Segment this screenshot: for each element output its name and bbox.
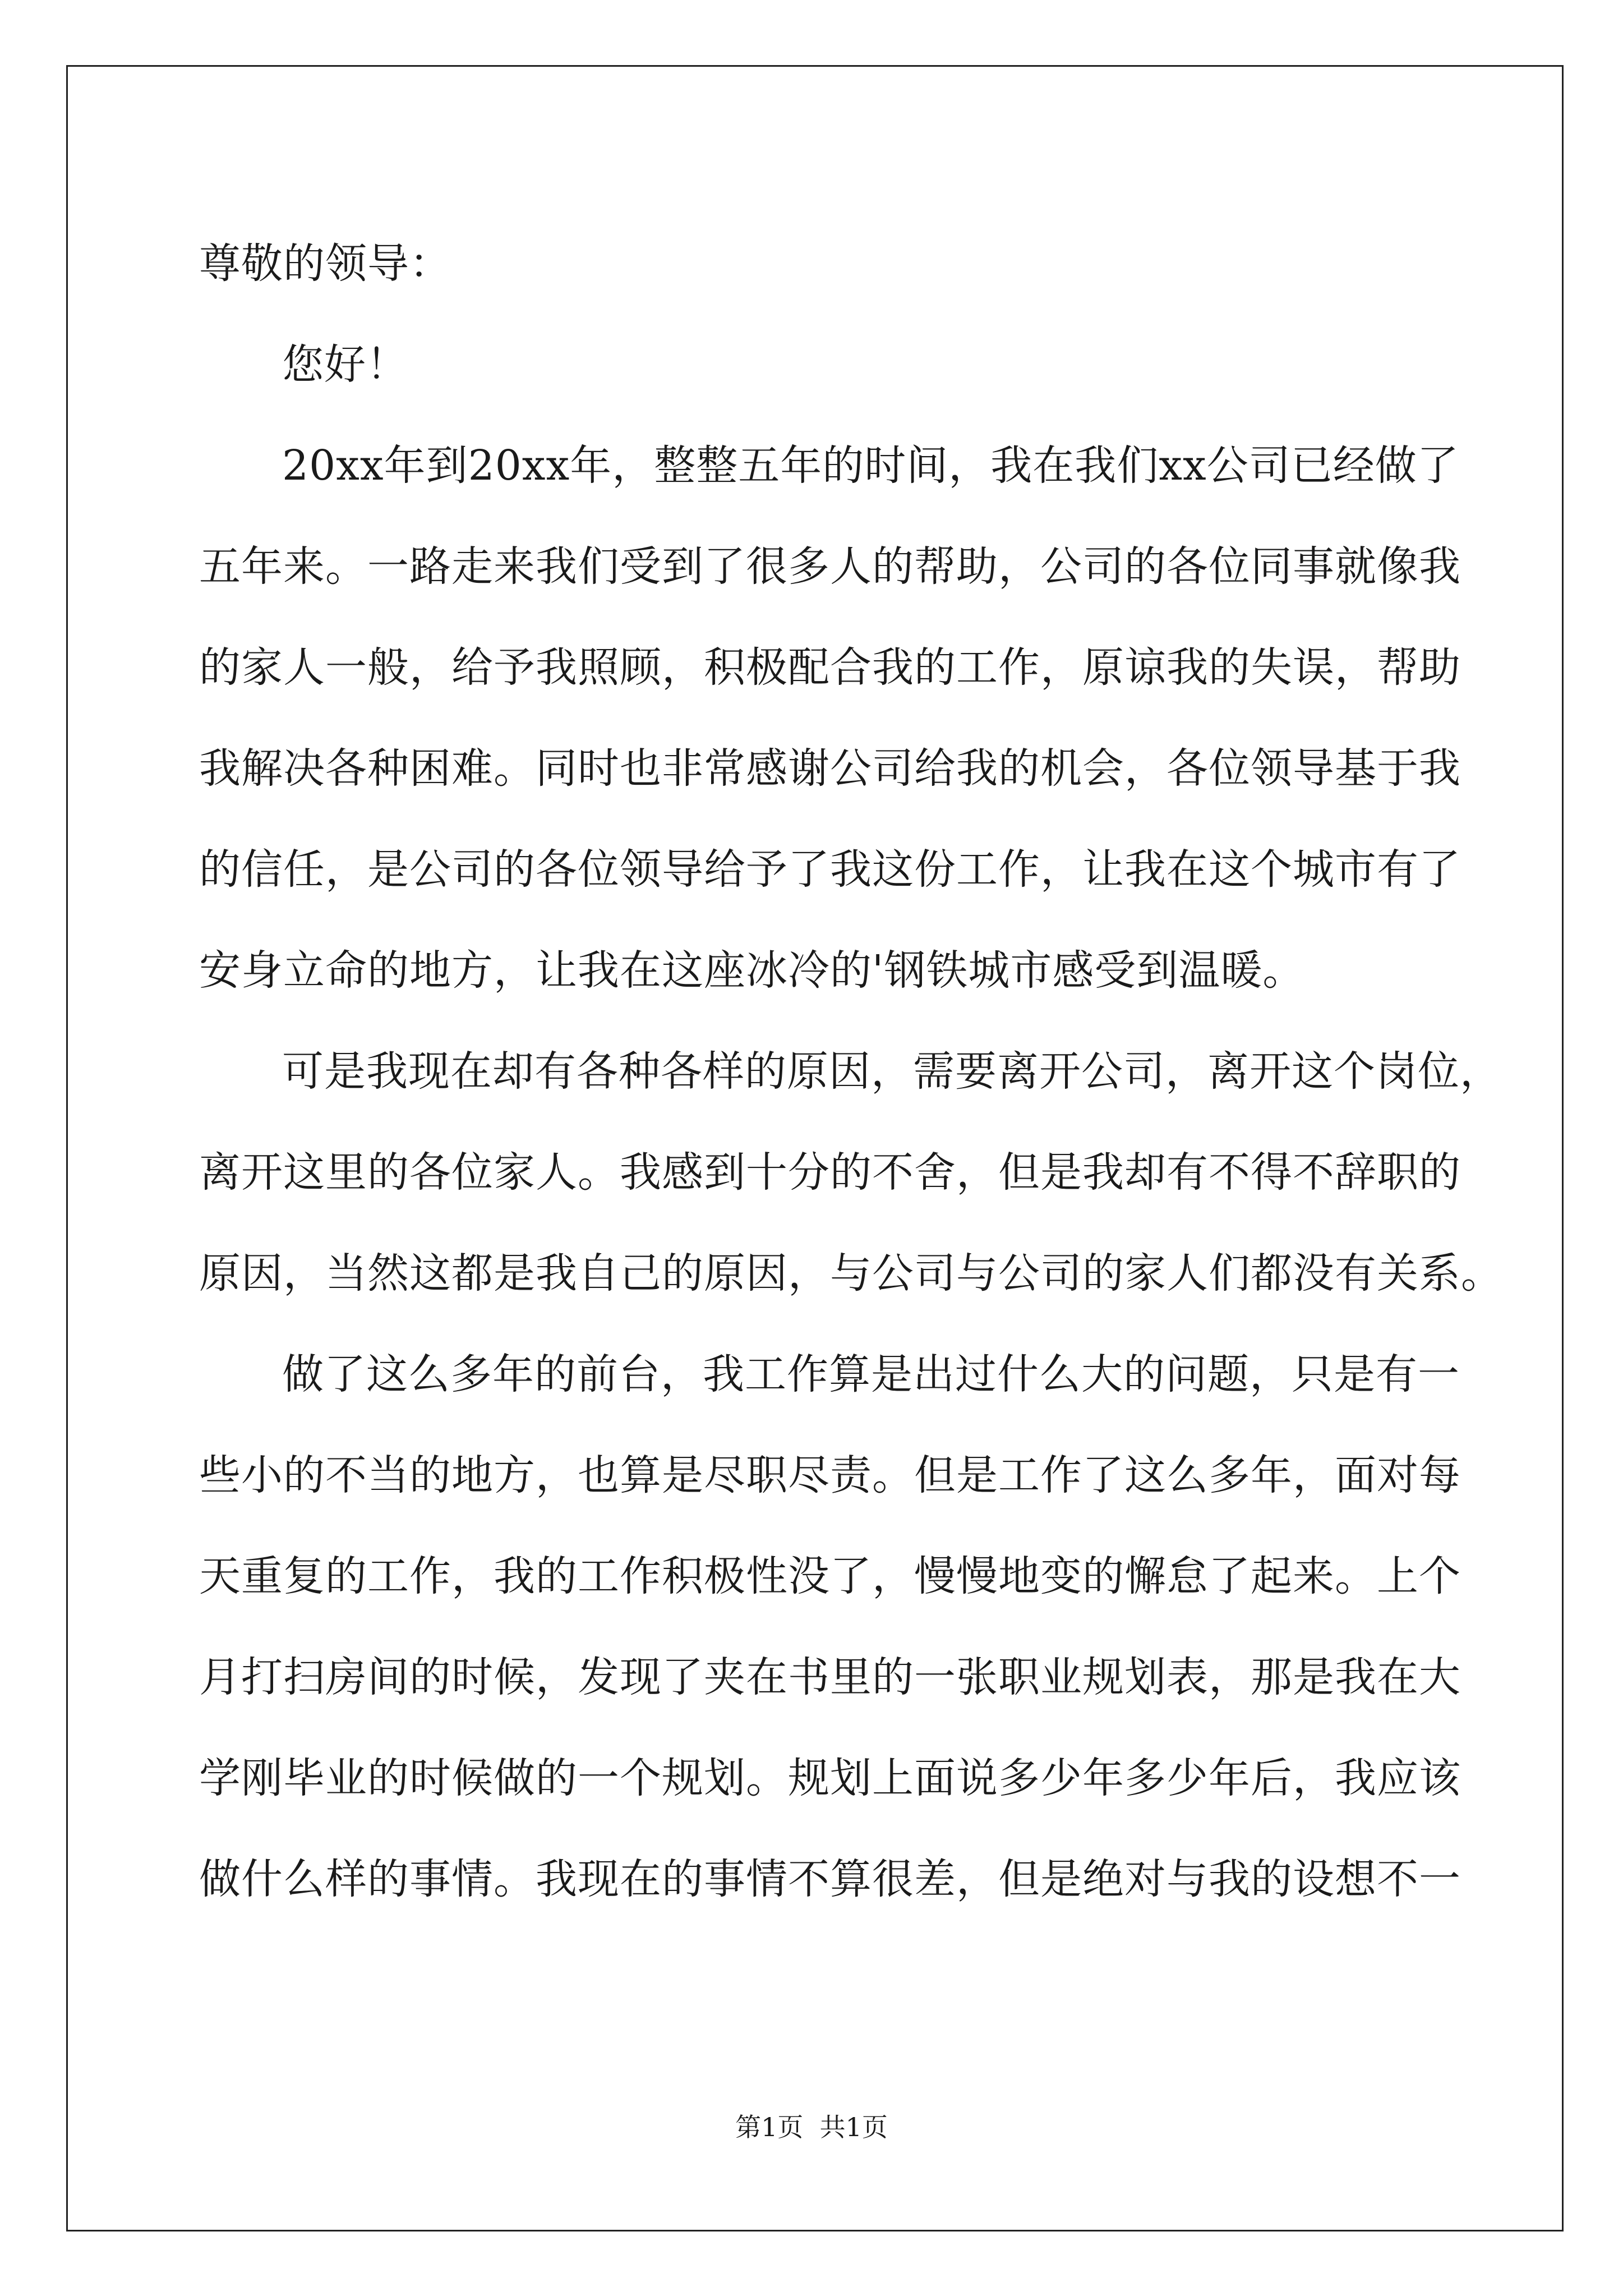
paragraph-2-line-1: 可是我现在却有各种各样的原因，需要离开公司，离开这个岗位， — [282, 1047, 1502, 1096]
paragraph-1-line-6: 安身立命的地方，让我在这座冰冷的'钢铁城市感受到温暖。 — [199, 946, 1305, 995]
paragraph-1-line-4: 我解决各种困难。同时也非常感谢公司给我的机会，各位领导基于我 — [199, 744, 1461, 793]
paragraph-1-line-2: 五年来。一路走来我们受到了很多人的帮助，公司的各位同事就像我 — [199, 542, 1461, 591]
page-number-footer: 第1页 共1页 — [735, 2112, 888, 2142]
paragraph-3-line-4: 月打扫房间的时候，发现了夹在书里的一张职业规划表，那是我在大 — [199, 1653, 1461, 1701]
paragraph-3-line-3: 天重复的工作，我的工作积极性没了，慢慢地变的懈怠了起来。上个 — [199, 1552, 1461, 1600]
paragraph-2-line-2: 离开这里的各位家人。我感到十分的不舍，但是我却有不得不辞职的 — [199, 1148, 1461, 1197]
paragraph-1-line-5: 的信任，是公司的各位领导给予了我这份工作，让我在这个城市有了 — [199, 845, 1461, 894]
paragraph-1-line-1: 20xx年到20xx年，整整五年的时间，我在我们xx公司已经做了 — [282, 441, 1459, 490]
salutation: 尊敬的领导： — [199, 240, 451, 288]
letter-body — [199, 213, 1503, 1930]
greeting: 您好！ — [282, 341, 408, 389]
paragraph-3-line-1: 做了这么多年的前台，我工作算是出过什么大的问题，只是有一 — [282, 1350, 1460, 1398]
paragraph-3-line-5: 学刚毕业的时候做的一个规划。规划上面说多少年多少年后，我应该 — [199, 1754, 1461, 1802]
paragraph-3-line-6: 做什么样的事情。我现在的事情不算很差，但是绝对与我的设想不一 — [199, 1855, 1461, 1903]
paragraph-3-line-2: 些小的不当的地方，也算是尽职尽责。但是工作了这么多年，面对每 — [199, 1451, 1461, 1499]
paragraph-2-line-3: 原因，当然这都是我自己的原因，与公司与公司的家人们都没有关系。 — [199, 1249, 1503, 1297]
paragraph-1-line-3: 的家人一般，给予我照顾，积极配合我的工作，原谅我的失误，帮助 — [199, 643, 1461, 692]
